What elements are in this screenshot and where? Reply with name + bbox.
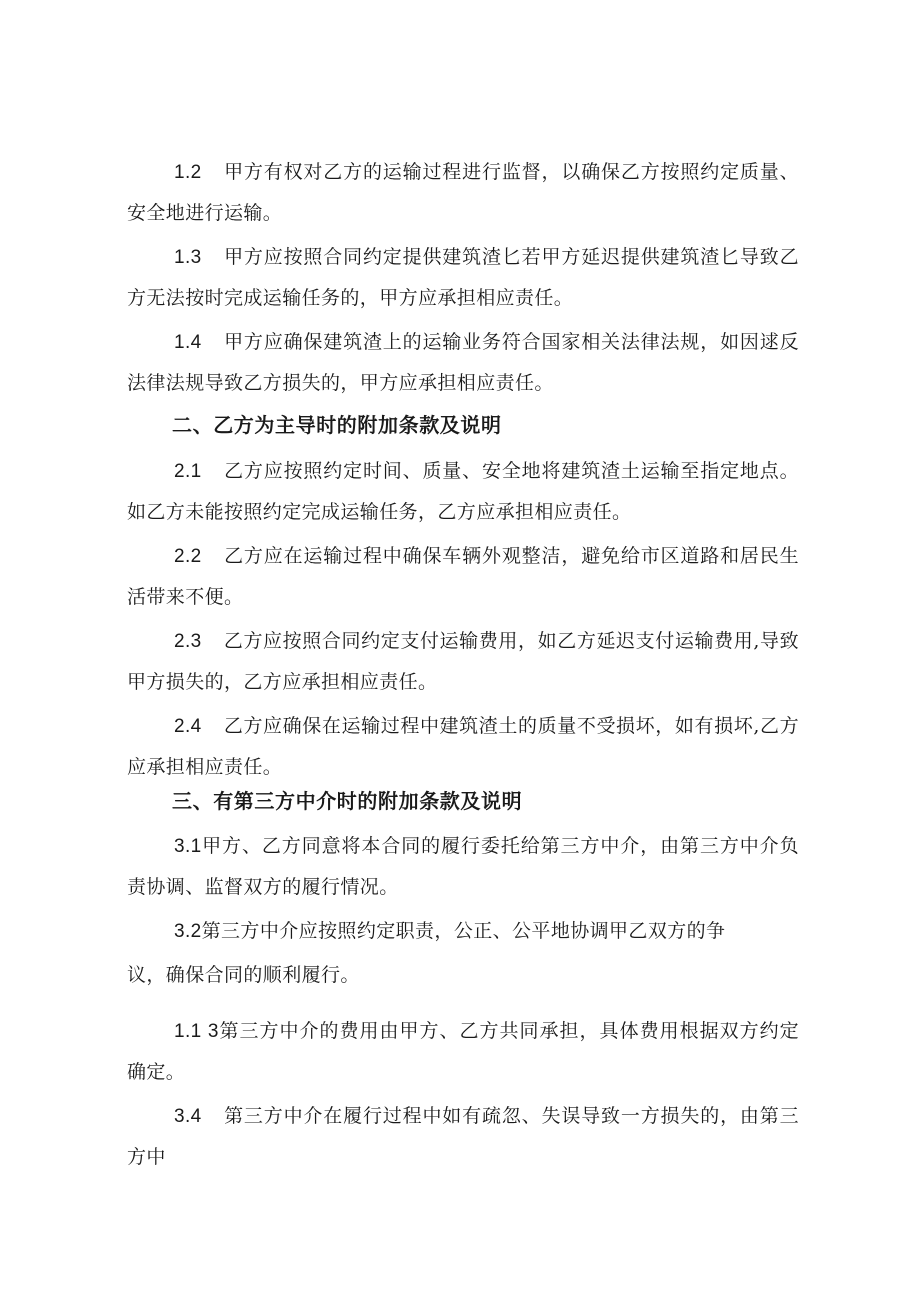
clause-number: 3.1: [174, 836, 202, 857]
clause-text: 甲方应按照合同约定提供建筑渣匕若甲方延迟提供建筑渣匕导致乙方无法按时完成运输任务的，甲方应承担相应责任。: [127, 246, 799, 309]
clause-3-1: [127, 826, 799, 907]
clause-3-3: [127, 1011, 799, 1092]
clause-text: 甲方应确保建筑渣上的运输业务符合国家相关法律法规，如因逑反法律法规导致乙方损失的，甲方应承担相应责任。: [127, 331, 799, 394]
clause-text: 第三方中介应按照约定职责，公正、公平地协调甲乙双方的争: [201, 920, 726, 942]
clause-text: 第三方中介的费用由甲方、乙方共同承担，具体费用根据双方约定确定。: [127, 1020, 799, 1083]
section-heading-3: 三、有第三方中介时的附加条款及说明: [172, 789, 523, 813]
clause-3-2: [127, 911, 799, 952]
clause-3-4: [127, 1096, 799, 1177]
clause-text: 乙方应按照约定时间、质量、安全地将建筑渣土运输至指定地点。如乙方未能按照约定完成运输任务，乙方应承担相应责任。: [127, 460, 799, 523]
clause-number: 3.2: [174, 921, 202, 942]
clause-2-4: [127, 706, 799, 787]
clause-number: 3.4: [174, 1106, 202, 1127]
clause-text: 议，确保合同的顺利履行。: [127, 964, 360, 986]
clause-number: 1.2: [174, 162, 202, 183]
clause-text: 乙方应确保在运输过程中建筑渣土的质量不受损坏，如有损坏,乙方应承担相应责任。: [127, 715, 799, 778]
clause-number: 1.3: [174, 247, 202, 268]
clause-number: 1.1 3: [174, 1021, 219, 1042]
clause-1-2: [127, 152, 799, 233]
clause-3-2-continued: [127, 955, 799, 995]
clause-number: 2.3: [174, 631, 202, 652]
clause-text: 第三方中介在履行过程中如有疏忽、失误导致一方损失的，由第三方中: [127, 1105, 799, 1168]
clause-text: 甲方有权对乙方的运输过程进行监督，以确保乙方按照约定质量、安全地进行运输。: [127, 161, 799, 224]
clause-number: 2.2: [174, 546, 202, 567]
clause-1-4: [127, 322, 799, 403]
clause-text: 乙方应在运输过程中确保车辆外观整洁，避免给市区道路和居民生活带来不便。: [127, 545, 799, 608]
clause-number: 2.1: [174, 461, 202, 482]
clause-text: 乙方应按照合同约定支付运输费用，如乙方延迟支付运输费用,导致甲方损失的，乙方应承担相应责任。: [127, 630, 799, 693]
clause-2-3: [127, 621, 799, 702]
clause-2-1: [127, 451, 799, 532]
section-heading-2: 二、乙方为主导时的附加条款及说明: [172, 413, 502, 437]
clause-number: 1.4: [174, 332, 202, 353]
clause-text: 甲方、乙方同意将本合同的履行委托给第三方中介，由第三方中介负责协调、监督双方的履行情况。: [127, 835, 799, 898]
clause-number: 2.4: [174, 716, 202, 737]
clause-1-3: [127, 237, 799, 318]
clause-2-2: [127, 536, 799, 617]
